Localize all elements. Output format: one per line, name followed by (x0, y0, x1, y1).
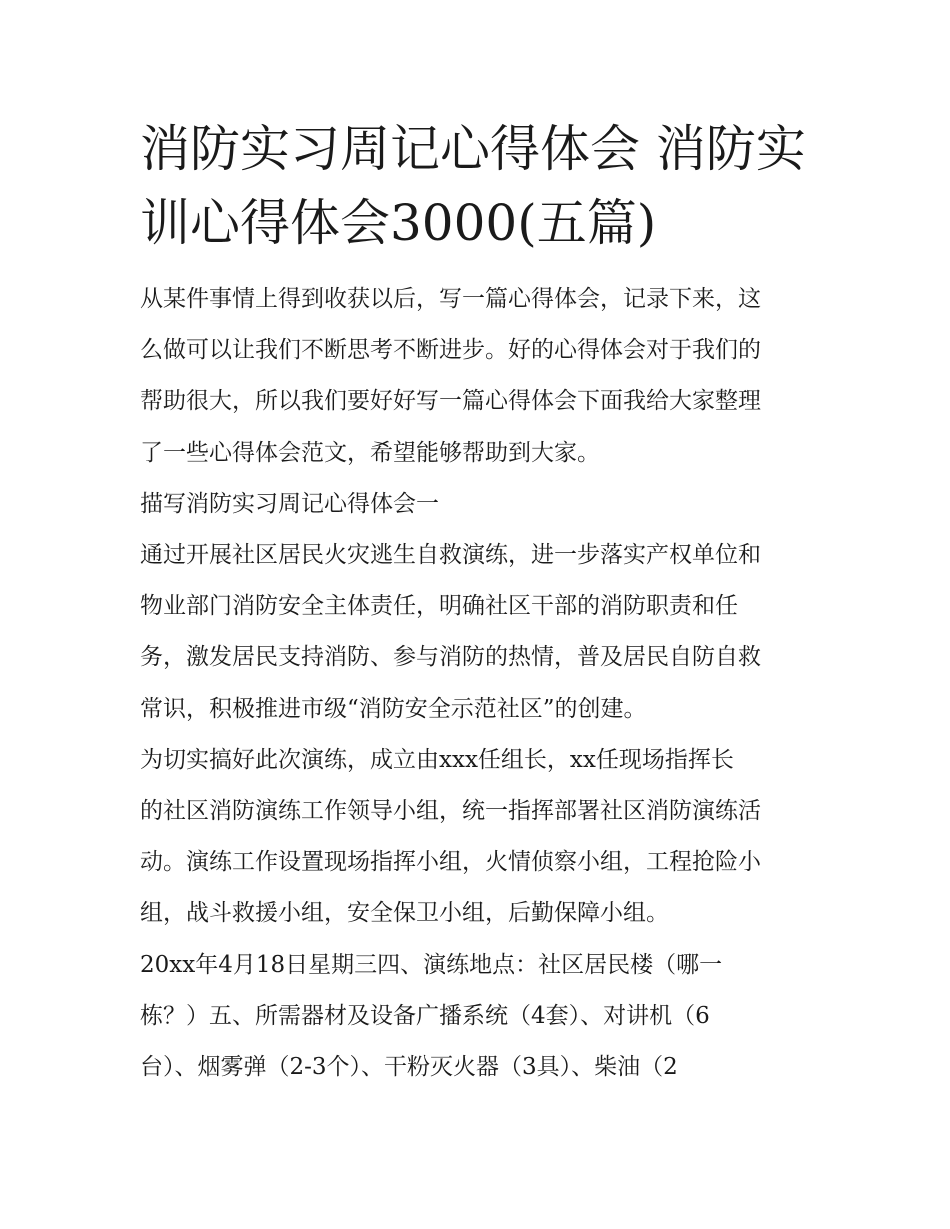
text-line: 动。演练工作设置现场指挥小组，火情侦察小组，工程抢险小 (140, 849, 761, 876)
text-line: 从某件事情上得到收获以后，写一篇心得体会，记录下来，这 (140, 286, 761, 312)
document-title (140, 112, 820, 260)
title-line-2: 训心得体会3000(五篇) (140, 194, 657, 252)
purpose-paragraph (140, 530, 820, 735)
text-line: 务，激发居民支持消防、参与消防的热情，普及居民自防自救 (140, 644, 761, 671)
text-line: 组，战斗救援小组，安全保卫小组，后勤保障小组。 (140, 900, 669, 927)
text-line: 的社区消防演练工作领导小组，统一指挥部署社区消防演练活 (140, 798, 761, 825)
text-line: 么做可以让我们不断思考不断进步。好的心得体会对于我们的 (140, 337, 761, 364)
title-line-1: 消防实习周记心得体会 消防实 (140, 120, 806, 178)
text-line: 物业部门消防安全主体责任，明确社区干部的消防职责和任 (140, 593, 738, 620)
text-line: 常识，积极推进市级“消防安全示范社区”的创建。 (140, 695, 647, 722)
organization-paragraph (140, 735, 820, 940)
text-line: 栋？）五、所需器材及设备广播系统（4套）、对讲机（6 (140, 1002, 710, 1029)
text-line: 台）、烟雾弹（2-3个）、干粉灭火器（3具）、柴油（2 (140, 1054, 678, 1081)
text-line: 帮助很大，所以我们要好好写一篇心得体会下面我给大家整理 (140, 388, 761, 415)
text-line: 通过开展社区居民火灾逃生自救演练，进一步落实产权单位和 (140, 542, 761, 569)
text-line: 为切实搞好此次演练，成立由xxx任组长，xx任现场指挥长 (140, 746, 734, 773)
section-heading (140, 479, 820, 530)
text-line: 描写消防实习周记心得体会一 (140, 490, 439, 517)
text-line: 20xx年4月18日星期三四、演练地点：社区居民楼（哪一 (140, 951, 723, 978)
document-body (140, 274, 820, 1093)
logistics-paragraph (140, 940, 820, 1094)
intro-paragraph (140, 274, 820, 479)
text-line: 了一些心得体会范文，希望能够帮助到大家。 (140, 439, 600, 466)
